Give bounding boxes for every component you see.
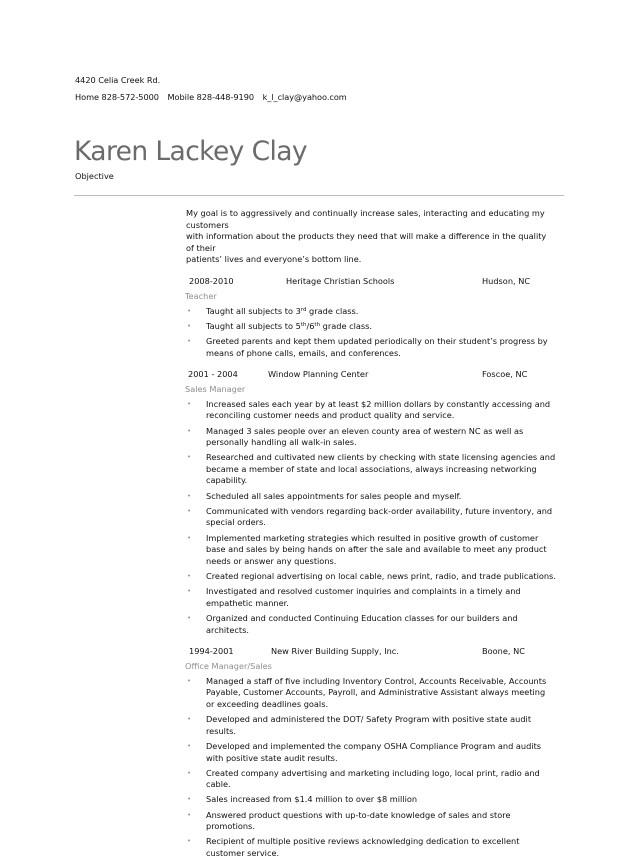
duty-item [186,399,556,422]
bullet-icon: • [187,741,192,750]
bullet-icon: • [187,533,192,542]
duty-text: Investigated and resolved customer inquiries and complaints in a timely and empathetic manner. [206,586,521,608]
bullet-icon: • [187,453,192,462]
job-role: Sales Manager [185,384,246,395]
job-entry [186,276,556,359]
duty-item [186,336,556,359]
job-location: Foscoe, NC [482,369,528,380]
duty-item [186,306,556,318]
resume-body [186,208,556,863]
duty-text: Greeted parents and kept them updated periodically on their student’s progress by means of phone calls, emails, and conferences. [206,335,548,358]
duty-text: Implemented marketing strategies which resulted in positive growth of customer base and sales by being hands on after the sale and available to meet any product needs or answer any questions. [206,532,547,566]
duty-item [186,506,556,529]
duty-item [186,676,556,711]
experience-section [186,276,556,860]
duty-text: Managed a staff of five including Inventory Control, Accounts Receivable, Accounts Payable, Customer Accounts, Payroll, and Administrative Assistant always meeting or exceeding deadlines goals. [206,675,547,709]
job-entry [186,646,556,859]
objective-line: patients’ lives and everyone’s bottom line. [186,254,362,265]
job-location: Boone, NC [482,646,525,657]
job-employer: Heritage Christian Schools [286,275,395,286]
job-role: Office Manager/Sales [185,661,272,672]
bullet-icon: • [187,795,192,804]
bullet-icon: • [187,321,192,330]
job-employer: Window Planning Center [268,369,369,380]
duty-item [186,533,556,568]
job-header [186,646,556,659]
duty-item [186,836,556,859]
duty-item [186,741,556,764]
job-entry [186,369,556,636]
section-divider [74,195,564,196]
objective-text [186,208,556,266]
duty-superscript: th [314,321,321,328]
duty-text: Recipient of multiple positive reviews acknowledging dedication to excellent customer service. [206,836,520,859]
duty-item [186,321,556,333]
home-phone: Home 828-572-5000 [75,92,159,102]
objective-line: with information about the products they need that will make a difference in the quality of their [186,231,547,253]
duty-item [186,613,556,636]
bullet-icon: • [187,587,192,596]
duty-text: Answered product questions with up-to-date knowledge of sales and store promotions. [206,809,511,832]
duty-text: Created company advertising and marketing including logo, local print, radio and cable. [206,767,540,790]
duty-list [186,306,556,360]
duty-item [186,768,556,791]
duty-list [186,676,556,860]
duty-item [186,452,556,487]
duty-list [186,399,556,636]
bullet-icon: • [187,810,192,819]
bullet-icon: • [187,506,192,515]
duty-text: Organized and conducted Continuing Education classes for our builders and architects. [206,612,518,635]
job-header [186,369,556,382]
email-address: k_l_clay@yahoo.com [262,92,347,102]
duty-item [186,586,556,609]
bullet-icon: • [187,676,192,685]
duty-superscript: rd [300,306,307,313]
duty-text: Taught all subjects to 5 [206,320,301,331]
job-employer: New River Building Supply, Inc. [271,646,399,657]
mobile-phone: Mobile 828-448-9190 [167,92,255,102]
duty-item [186,426,556,449]
duty-item [186,810,556,833]
duty-text: Communicated with vendors regarding back-order availability, future inventory, and special orders. [206,505,553,528]
bullet-icon: • [187,426,192,435]
duty-text: Scheduled all sales appointments for sales people and myself. [206,490,462,501]
bullet-icon: • [187,768,192,777]
job-dates: 2001 - 2004 [188,369,238,380]
bullet-icon: • [187,336,192,345]
duty-text: /6 [306,320,315,331]
duty-text: grade class. [320,320,373,331]
duty-item [186,571,556,583]
duty-text: grade class. [306,305,359,316]
job-dates: 1994-2001 [189,646,234,657]
duty-text: Taught all subjects to 3 [206,305,301,316]
duty-text: Developed and implemented the company OSHA Compliance Program and audits with positive state audit results. [206,740,542,763]
bullet-icon: • [187,399,192,408]
duty-text: Increased sales each year by at least $2 million dollars by constantly accessing and reconciling customer needs and product quality and service. [206,398,551,421]
resume-name: Karen Lackey Clay [74,136,307,167]
job-header [186,276,556,289]
objective-line: My goal is to aggressively and continually increase sales, interacting and educating my customers [186,208,545,230]
bullet-icon: • [187,715,192,724]
duty-superscript: th [300,321,307,328]
duty-item [186,714,556,737]
duty-item [186,794,556,806]
bullet-icon: • [187,613,192,622]
bullet-icon: • [187,837,192,846]
duty-text: Researched and cultivated new clients by checking with state licensing agencies and became a member of state and local associations, always increasing networking capability. [206,452,556,486]
bullet-icon: • [187,306,192,315]
job-location: Hudson, NC [482,275,531,286]
duty-text: Developed and administered the DOT/ Safety Program with positive state audit results. [206,714,532,736]
bullet-icon: • [187,491,192,500]
bullet-icon: • [187,572,192,580]
objective-heading: Objective [75,171,114,181]
duty-item [186,491,556,503]
job-role: Teacher [185,290,217,301]
contact-phones [75,92,353,102]
job-dates: 2008-2010 [189,275,234,286]
duty-text: Sales increased from $1.4 million to over $8 million [206,794,418,805]
contact-address: 4420 Celia Creek Rd. [75,75,161,85]
duty-text: Managed 3 sales people over an eleven county area of western NC as well as personally handling all walk-in sales. [206,425,524,448]
duty-text: Created regional advertising on local cable, news print, radio, and trade publications. [206,571,556,581]
